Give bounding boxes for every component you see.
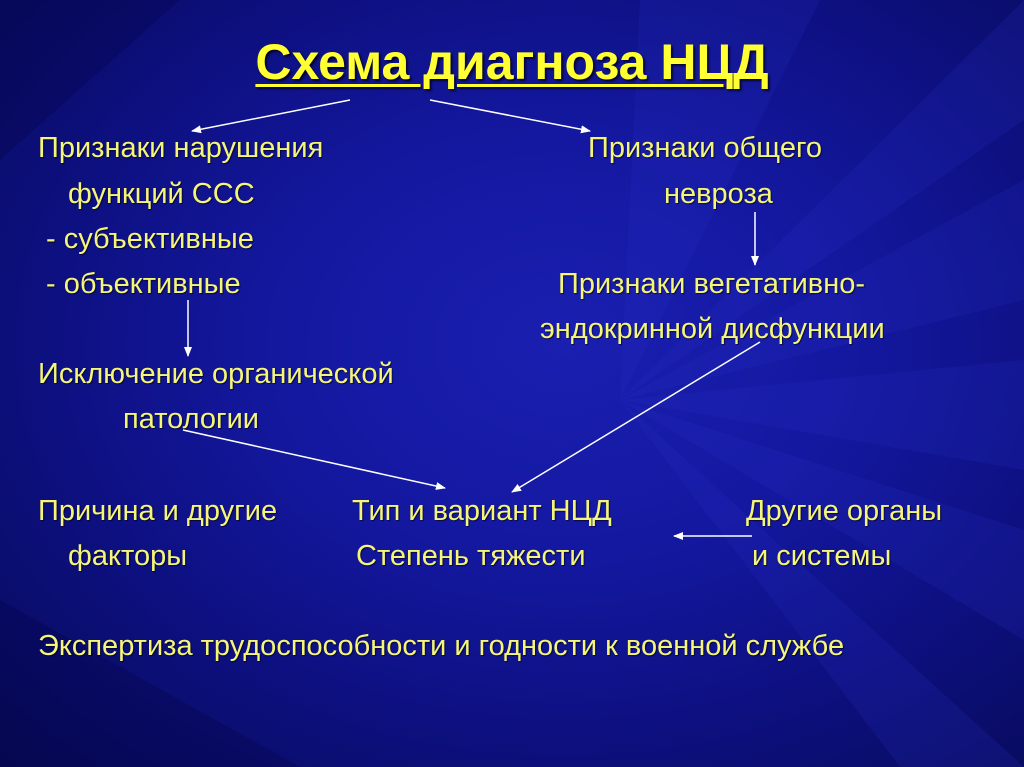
ccs-signs-line4: - объективные (46, 268, 241, 300)
arrow-vegetative-to-type (512, 342, 760, 492)
neurosis-signs-line2: невроза (664, 178, 773, 210)
type-variant-line2: Степень тяжести (356, 540, 586, 572)
other-organs-line2: и системы (752, 540, 892, 572)
exclusion-line1: Исключение органической (38, 358, 394, 390)
type-variant-line1: Тип и вариант НЦД (352, 495, 612, 527)
other-organs-line1: Другие органы (746, 495, 943, 527)
neurosis-signs-line1: Признаки общего (588, 132, 823, 164)
expertise-line1: Экспертиза трудоспособности и годности к военной службе (38, 630, 845, 662)
cause-line2: факторы (68, 540, 188, 572)
exclusion-line2: патологии (123, 403, 259, 435)
ccs-signs-line3: - субъективные (46, 223, 254, 255)
arrow-title-to-neurosis (430, 100, 590, 131)
cause-line1: Причина и другие (38, 495, 278, 527)
arrow-title-to-ccs (192, 100, 350, 131)
ccs-signs-line1: Признаки нарушения (38, 132, 324, 164)
slide-title: Схема диагноза НЦД (255, 34, 769, 90)
vegetative-signs-line2: эндокринной дисфункции (540, 313, 885, 345)
ccs-signs-line2: функций ССС (68, 178, 255, 210)
arrow-exclusion-to-type (183, 430, 445, 488)
vegetative-signs-line1: Признаки вегетативно- (558, 268, 866, 300)
